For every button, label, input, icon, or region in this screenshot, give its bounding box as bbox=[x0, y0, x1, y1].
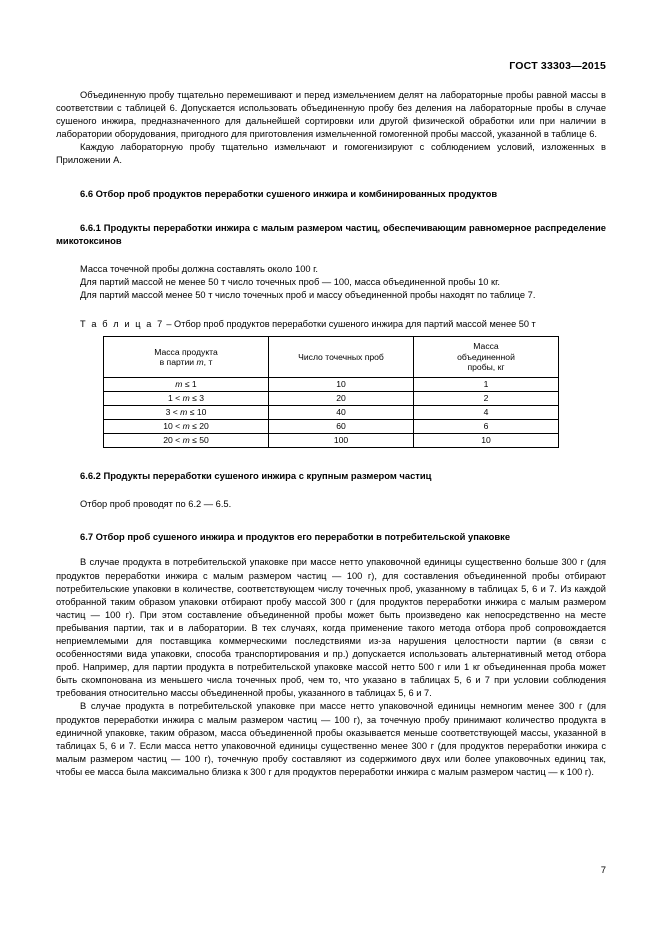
table-header-row bbox=[104, 337, 559, 378]
document-header: ГОСТ 33303—2015 bbox=[509, 60, 606, 72]
paragraph-sample-mass: Масса точечной пробы должна составлять около 100 г. bbox=[80, 263, 318, 274]
mass-variable: m bbox=[182, 435, 190, 446]
header-line-1: Число точечных проб bbox=[298, 351, 384, 362]
mass-variable: m bbox=[182, 393, 190, 404]
paragraph-sampling-reference: Отбор проб проводят по 6.2 — 6.5. bbox=[80, 499, 232, 510]
table-header-cell-mass bbox=[104, 337, 269, 378]
spacer bbox=[56, 200, 606, 221]
spacer bbox=[56, 448, 606, 469]
cell-mass-range bbox=[104, 378, 269, 392]
cell-mass-range bbox=[104, 392, 269, 406]
cell-combined-mass: 4 bbox=[414, 406, 559, 420]
mass-pre: 20 < bbox=[163, 435, 183, 446]
spacer bbox=[56, 482, 606, 498]
cell-combined-mass: 2 bbox=[414, 392, 559, 406]
cell-combined-mass: 6 bbox=[414, 420, 559, 434]
spacer bbox=[56, 511, 606, 530]
paragraph-consumer-packaging-small: В случае продукта в потребительской упаковке при массе нетто упаковочной единицы немногим менее 300 г (для продуктов переработки инжира с малым размером частиц — 100 г), за точечную пробу принимают количество продукта в единичной упаковке, таким образом, масса объединенной пробы оказывается меньше соответствующей массы, указанной в таблицах 5, 6 и 7. Если масса нетто упаковочной единицы существенно менее 300 г (для продуктов переработки инжира с малым размером частиц — 100 г), точечную пробу составляют из содержимого двух или более упаковочных единиц так, чтобы ее масса была максимально близка к 300 г для продуктов переработки инжира с малым размером частиц — к 100 г). bbox=[56, 701, 606, 777]
header-variable-m: m bbox=[196, 357, 204, 368]
header-line-2: объединенной bbox=[457, 351, 515, 362]
mass-variable: m bbox=[182, 421, 190, 432]
paragraph-lots-under-50t: Для партий массой менее 50 т число точечных проб и массу объединенной пробы находят по таблице 7. bbox=[80, 290, 536, 301]
header-line-2-pre: в партии bbox=[159, 357, 197, 368]
table-header-cell-points bbox=[269, 337, 414, 378]
cell-points-count: 40 bbox=[269, 406, 414, 420]
table-row bbox=[104, 392, 559, 406]
paragraph-intro-1: Объединенную пробу тщательно перемешивают и перед измельчением делят на лабораторные пробы равной массы в соответствии с таблицей 6. Допускается использовать объединенную пробу без деления на лабораторные пробы в случае сушеного инжира, предназначенного для дальнейшей сортировки или другой физической обработки или при наличии в лаборатории оборудования, пригодного для приготовления измельченной гомогенной пробы массой, указанной в таблице 6. bbox=[56, 90, 606, 140]
table-caption-text: – Отбор проб продуктов переработки сушеного инжира для партий массой менее 50 т bbox=[163, 319, 536, 330]
table-header bbox=[104, 337, 559, 378]
header-line-1: Масса продукта bbox=[154, 346, 218, 357]
mass-post: ≤ 3 bbox=[189, 393, 205, 404]
section-heading-6-6: 6.6 Отбор проб продуктов переработки сушеного инжира и комбинированных продуктов bbox=[80, 187, 498, 199]
section-heading-6-6-2: 6.6.2 Продукты переработки сушеного инжира с крупным размером частиц bbox=[80, 470, 432, 482]
cell-mass-range bbox=[104, 420, 269, 434]
cell-mass-range bbox=[104, 406, 269, 420]
section-heading-6-6-1: 6.6.1 Продукты переработки инжира с малым размером частиц, обеспечивающим равномерное распределение микотоксинов bbox=[56, 221, 606, 246]
table-caption-label: Т а б л и ц а 7 bbox=[80, 319, 164, 330]
header-line-2-post: , т bbox=[203, 357, 213, 368]
mass-pre: 10 < bbox=[163, 421, 183, 432]
mass-pre: 3 < bbox=[165, 407, 181, 418]
spacer bbox=[56, 302, 606, 318]
paragraph-intro-2: Каждую лабораторную пробу тщательно измельчают и гомогенизируют с соблюдением условий, изложенных в Приложении А. bbox=[56, 142, 606, 166]
mass-variable: m bbox=[180, 407, 188, 418]
mass-pre: 1 < bbox=[167, 393, 183, 404]
cell-points-count: 60 bbox=[269, 420, 414, 434]
mass-post: ≤ 50 bbox=[189, 435, 209, 446]
mass-post: ≤ 10 bbox=[187, 407, 207, 418]
cell-mass-range bbox=[104, 434, 269, 448]
table-row bbox=[104, 434, 559, 448]
page-content bbox=[56, 60, 606, 779]
cell-points-count: 100 bbox=[269, 434, 414, 448]
table-header-cell-combined bbox=[414, 337, 559, 378]
table-body bbox=[104, 378, 559, 448]
paragraph-consumer-packaging-large: В случае продукта в потребительской упаковке при массе нетто упаковочной единицы существенно больше 300 г (для продуктов переработки инжира с малым размером частиц — 100 г), для составления объединенной пробы отбирают потребительские упаковки в количестве, соответствующем числу точечных проб, указанному в таблицах 5, 6 и 7. Из каждой отобранной таким образом упаковки отбирают пробу массой 300 г (для продуктов переработки инжира с малым размером частиц — 100 г). При этом составление объединенной пробы может быть произведено как непосредственно на месте пребывания партии, так и в лаборатории. В тех случаях, когда применение такого метода отбора проб сопровождается неприемлемыми для поставщика коммерческими последствиями из-за нарушения целостности партии (в связи с особенностями вида упаковки, способа транспортирования и пр.) допускается использовать альтернативный метод отбора проб. Например, для партии продукта в потребительской упаковке массой нетто 500 г или 1 кг объединенная проба может быть скомпонована из меньшего числа точечных проб, чем то, что указано в таблицах 5, 6 и 7 при условии соблюдения требования относительно массы объединенной пробы, указанного в таблицах 5, 6 и 7. bbox=[56, 557, 606, 699]
page-number: 7 bbox=[600, 865, 606, 876]
table-7-caption bbox=[56, 318, 606, 331]
mass-post: ≤ 20 bbox=[189, 421, 209, 432]
cell-combined-mass: 10 bbox=[414, 434, 559, 448]
table-row bbox=[104, 378, 559, 392]
spacer bbox=[56, 247, 606, 263]
spacer bbox=[56, 168, 606, 187]
mass-post: ≤ 1 bbox=[182, 379, 197, 390]
mass-variable: m bbox=[175, 379, 183, 390]
table-row bbox=[104, 420, 559, 434]
paragraph-lots-over-50t: Для партий массой не менее 50 т число точечных проб — 100, масса объединенной пробы 10 кг. bbox=[80, 276, 500, 287]
header-line-3: пробы, кг bbox=[467, 362, 505, 373]
table-row bbox=[104, 406, 559, 420]
table-7 bbox=[103, 336, 559, 448]
cell-points-count: 10 bbox=[269, 378, 414, 392]
spacer bbox=[56, 543, 606, 556]
header-line-1: Масса bbox=[473, 341, 499, 352]
section-heading-6-7: 6.7 Отбор проб сушеного инжира и продуктов его переработки в потребительской упаковке bbox=[80, 531, 511, 543]
cell-points-count: 20 bbox=[269, 392, 414, 406]
cell-combined-mass: 1 bbox=[414, 378, 559, 392]
